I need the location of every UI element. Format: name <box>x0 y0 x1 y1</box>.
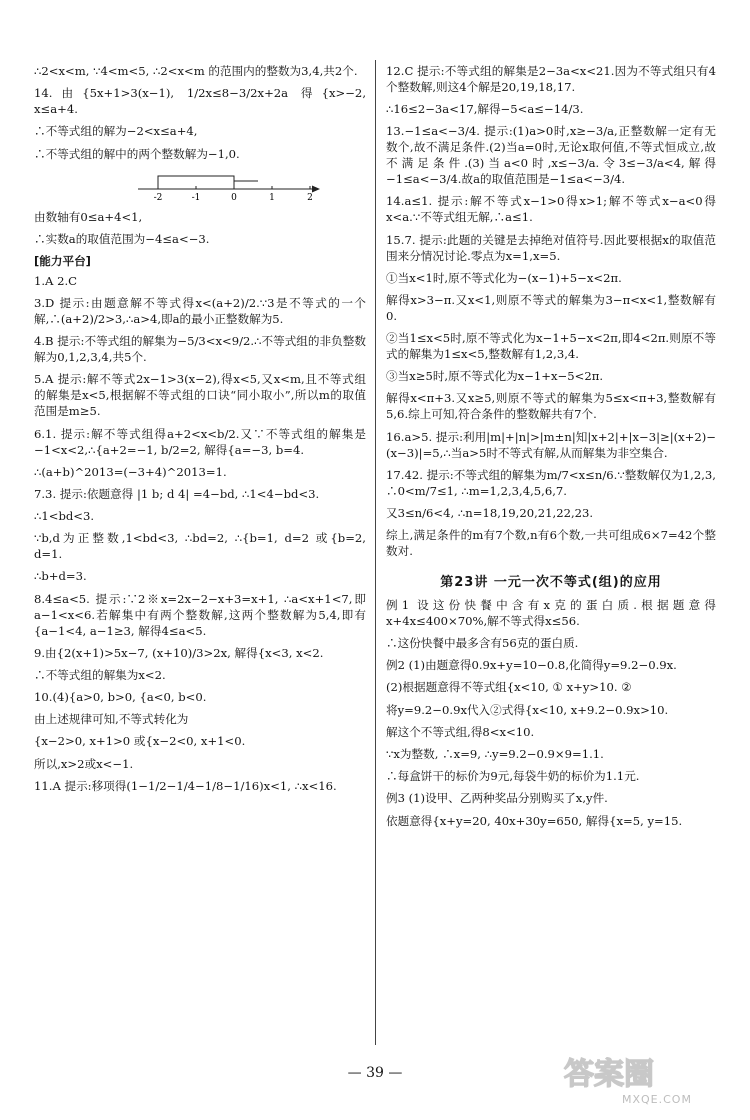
text-line: ∴16≤2−3a<17,解得−5<a≤−14/3. <box>386 102 584 117</box>
number-line <box>134 169 366 206</box>
text-line: ②当1≤x<5时,原不等式化为x−1+5−x<2π,即4<2π.则原不等式的解集为1≤x<5,整数解有1,2,3,4. <box>386 331 716 362</box>
text-line: ∴2<x<m, ∵4<m<5, ∴2<x<m 的范围内的整数为3,4,共2个. <box>34 64 358 78</box>
text-line: 9.由{2(x+1)>5x−7, (x+10)/3>2x, 解得{x<3, x<2. <box>34 645 324 660</box>
text-line: 例1 设这份快餐中含有x克的蛋白质.根据题意得x+4x≤400×70%,解不等式得x≤56. <box>386 597 716 628</box>
text-line: 解得x<π+3.又x≥5,则原不等式的解集为5≤x<π+3,整数解有5,6.综上可知,符合条件的整数解共有7个. <box>386 391 716 422</box>
numline-tick-label: -2 <box>153 192 163 201</box>
text-line: 3.D 提示:由题意解不等式得x<(a+2)/2.∵3是不等式的一个解,∴(a+2)/2>3,∴a>4,即a的最小正整数解为5. <box>34 296 366 327</box>
text-line: 由上述规律可知,不等式转化为 <box>34 712 189 727</box>
left-block-3 <box>34 274 366 795</box>
right-block-2 <box>386 598 716 830</box>
text-line: 17.42. 提示:不等式组的解集为m/7<x≤n/6.∵整数解仅为1,2,3, ∴0<m/7≤1, ∴m=1,2,3,4,5,6,7. <box>386 467 716 498</box>
text-line: 10.(4){a>0, b>0, {a<0, b<0. <box>34 690 207 705</box>
text-line: ∴(a+b)^2013=(−3+4)^2013=1. <box>34 464 227 479</box>
text-line: 所以,x>2或x<−1. <box>34 756 134 771</box>
left-block-2 <box>34 210 366 248</box>
text-line: 由数轴有0≤a+4<1, <box>34 209 143 224</box>
text-line: 14.由{5x+1>3(x−1), 1/2x≤8−3/2x+2a 得{x>−2, x≤a+4. <box>34 86 366 117</box>
text-line: ∴不等式组的解中的两个整数解为−1,0. <box>34 146 240 161</box>
text-line: 14.a≤1. 提示:解不等式x−1>0得x>1;解不等式x−a<0得x<a.∵不等式组无解,∴a≤1. <box>386 194 716 225</box>
text-line: 1.A 2.C <box>34 273 78 288</box>
text-line: 例2 (1)由题意得0.9x+y=10−0.8,化简得y=9.2−0.9x. <box>386 658 677 673</box>
text-line: 6.1. 提示:解不等式组得a+2<x<b/2.又∵不等式组的解集是−1<x<2,∴{a+2=−1, b/2=2, 解得{a=−3, b=4. <box>34 426 366 457</box>
text-line: ∴这份快餐中最多含有56克的蛋白质. <box>386 636 579 651</box>
numline-tick-label: 2 <box>307 192 313 201</box>
text-line: 16.a>5. 提示:利用|m|+|n|>|m±n|知|x+2|+|x−3|≥|(x+2)−(x−3)|=5,∴当a>5时不等式有解,从而解集为非空集合. <box>386 429 716 460</box>
right-column <box>386 64 716 836</box>
svg-text:MXQE.COM: MXQE.COM <box>622 1093 692 1106</box>
text-line: ∵x为整数, ∴x=9, ∴y=9.2−0.9×9=1.1. <box>386 746 604 761</box>
text-line: 解得x>3−π.又x<1,则原不等式的解集为3−π<x<1,整数解有0. <box>386 292 716 323</box>
numline-tick-label: -1 <box>191 192 201 201</box>
text-line: {x−2>0, x+1>0 或{x−2<0, x+1<0. <box>34 734 246 749</box>
text-line: 综上,满足条件的m有7个数,n有6个数,一共可组成6×7=42个整数对. <box>386 528 716 559</box>
text-line: 4.B 提示:不等式组的解集为−5/3<x<9/2.∴不等式组的非负整数解为0,1,2,3,4,共5个. <box>34 334 366 365</box>
page-number: — 39 — <box>347 1065 403 1081</box>
right-block-1 <box>386 64 716 560</box>
numline-tick-label: 0 <box>231 192 237 201</box>
text-line: 例3 (1)设甲、乙两种奖品分别购买了x,y件. <box>386 791 608 806</box>
text-line: 将y=9.2−0.9x代入②式得{x<10, x+9.2−0.9x>10. <box>386 702 669 717</box>
text-line: 依题意得{x+y=20, 40x+30y=650, 解得{x=5, y=15. <box>386 813 683 828</box>
text-line: ③当x≥5时,原不等式化为x−1+x−5<2π. <box>386 369 604 384</box>
text-line: 13.−1≤a<−3/4. 提示:(1)a>0时,x≥−3/a,正整数解一定有无数个,故不满足条件.(2)当a=0时,无论x取何值,不等式恒成立,故不满足条件.(3)当a<0时,x≤−3/a.令3≤−3/a<4,解得−1≤a<−3/4.故a的取值范围是−1≤a<−3/4. <box>386 124 716 187</box>
section-title: 第23讲 一元一次不等式(组)的应用 <box>440 575 662 591</box>
text-line: 11.A 提示:移项得(1−1/2−1/4−1/8−1/16)x<1, ∴x<16. <box>34 778 337 793</box>
text-line: 7.3. 提示:依题意得 |1 b; d 4| =4−bd, ∴1<4−bd<3. <box>34 486 320 501</box>
left-block-1 <box>34 64 366 162</box>
text-line: 8.4≤a<5. 提示:∵2※x=2x−2−x+3=x+1, ∴a<x+1<7,即a−1<x<6.若解集中有两个整数解,这两个整数解为5,4,即有{a−1<4, a−1≥3, 解得4≤a<5. <box>34 591 366 638</box>
svg-text:答案圈: 答案圈 <box>564 1057 654 1092</box>
text-line: ∴每盒饼干的标价为9元,每袋牛奶的标价为1.1元. <box>386 769 640 784</box>
text-line: (2)根据题意得不等式组{x<10, ① x+y>10. ② <box>386 680 632 695</box>
numline-tick-label: 1 <box>269 192 275 201</box>
watermark-logo <box>560 1048 730 1108</box>
text-line: 又3≤n/6<4, ∴n=18,19,20,21,22,23. <box>386 505 594 520</box>
text-line: ∴不等式组的解集为x<2. <box>34 667 166 682</box>
text-line: ∴1<bd<3. <box>34 509 95 524</box>
text-line: 解这个不等式组,得8<x<10. <box>386 724 535 739</box>
text-line: 12.C 提示:不等式组的解集是2−3a<x<21.因为不等式组只有4个整数解,则这4个解是20,19,18,17. <box>386 64 716 94</box>
text-line: ∵b,d为正整数,1<bd<3, ∴bd=2, ∴{b=1, d=2 或{b=2, d=1. <box>34 531 366 562</box>
text-line: ∴实数a的取值范围为−4≤a<−3. <box>34 231 210 246</box>
section-heading: [能力平台] <box>34 254 91 268</box>
text-line: ①当x<1时,原不等式化为−(x−1)+5−x<2π. <box>386 270 622 285</box>
column-divider <box>375 60 376 1045</box>
text-line: 5.A 提示:解不等式2x−1>3(x−2),得x<5,又x<m,且不等式组的解集是x<5,根据解不等式组的口诀“同小取小”,所以m的取值范围是m≥5. <box>34 372 366 419</box>
text-line: 15.7. 提示:此题的关键是去掉绝对值符号.因此要根据x的取值范围来分情况讨论.零点为x=1,x=5. <box>386 232 716 263</box>
text-line: ∴b+d=3. <box>34 569 87 584</box>
text-line: ∴不等式组的解为−2<x≤a+4, <box>34 124 198 139</box>
left-column <box>34 64 366 801</box>
